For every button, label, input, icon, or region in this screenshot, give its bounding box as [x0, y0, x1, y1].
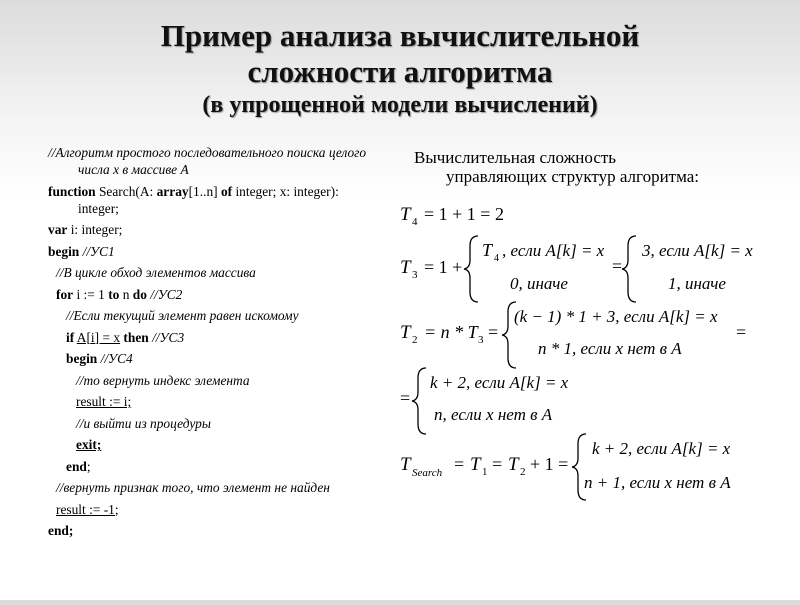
svg-text:Search: Search [412, 467, 443, 479]
svg-text:T: T [400, 322, 411, 343]
svg-text:n, если x нет в A: n, если x нет в A [434, 405, 553, 424]
code-comment-header: //Алгоритм простого последовательного поиска целого числа x в массиве A [48, 145, 367, 177]
code-function-signature: function Search(A: array[1..n] of integer; x: integer): integer; [48, 183, 339, 216]
svg-text:=: = [612, 256, 623, 276]
code-if-statement: if A[i] = x then //УС3 [66, 329, 185, 345]
svg-text:n + 1, если x нет в A: n + 1, если x нет в A [584, 473, 731, 492]
svg-text:T: T [470, 454, 481, 475]
svg-text:4: 4 [494, 253, 499, 264]
code-begin-us1: begin //УС1 [48, 243, 115, 259]
code-result-assign: result := i; [76, 394, 132, 409]
code-notfound-comment: //вернуть признак того, что элемент не найден [56, 480, 330, 495]
svg-text:=: = [488, 322, 499, 342]
code-inner-end: end; [66, 458, 91, 474]
code-return-comment: //то вернуть индекс элемента [76, 372, 250, 388]
svg-text:0, иначе: 0, иначе [510, 274, 568, 293]
code-exit-statement: exit; [76, 437, 102, 452]
svg-text:=: = [736, 322, 747, 342]
svg-text:= 1 +: = 1 + [424, 257, 463, 277]
complexity-heading-line-1: Вычислительная сложность [414, 148, 617, 167]
complexity-formulas [398, 190, 798, 600]
svg-text:T: T [508, 454, 519, 475]
code-result-negative: result := -1; [56, 501, 119, 517]
svg-text:= 1 + 1 = 2: = 1 + 1 = 2 [424, 204, 504, 224]
code-exit-comment: //и выйти из процедуры [76, 415, 211, 431]
svg-text:3, если A[k] = x: 3, если A[k] = x [642, 241, 753, 260]
formula-t3 [400, 236, 753, 302]
svg-text:T: T [400, 204, 411, 225]
formula-t4 [400, 204, 504, 228]
title-subtitle: (в упрощенной модели вычислений) [202, 92, 598, 118]
pascal-code-listing [48, 144, 378, 544]
svg-text:T: T [400, 454, 411, 475]
svg-text:2: 2 [412, 334, 418, 346]
t3-left-brace [464, 236, 478, 302]
formula-t2-result [400, 368, 569, 434]
code-begin-us4: begin //УС4 [66, 351, 133, 366]
svg-text:T: T [482, 240, 493, 260]
t3-result-brace [622, 236, 636, 302]
svg-text:k + 2, если A[k] = x: k + 2, если A[k] = x [430, 373, 569, 392]
svg-text:1: 1 [482, 466, 488, 478]
svg-text:3: 3 [478, 334, 484, 346]
code-for-loop: for i := 1 to n do //УС2 [56, 286, 183, 302]
complexity-heading [414, 148, 774, 186]
svg-text:=: = [454, 454, 465, 474]
svg-text:k + 2, если A[k] = x: k + 2, если A[k] = x [592, 439, 731, 458]
svg-text:4: 4 [412, 216, 418, 228]
formula-tsearch [400, 434, 731, 500]
svg-text:T: T [400, 257, 411, 278]
title-line-2: сложности алгоритма [247, 54, 553, 89]
complexity-heading-line-2: управляющих структур алгоритма: [446, 167, 699, 186]
svg-text:1, иначе: 1, иначе [668, 274, 726, 293]
svg-text:2: 2 [520, 466, 526, 478]
svg-text:(k − 1) * 1 + 3, если A[k] = x: (k − 1) * 1 + 3, если A[k] = x [514, 307, 718, 326]
svg-text:+ 1 =: + 1 = [530, 454, 569, 474]
code-final-end: end; [48, 523, 74, 538]
code-loop-comment: //В цикле обход элементов массива [56, 265, 256, 280]
formula-t2 [400, 302, 746, 368]
svg-text:=: = [492, 454, 503, 474]
code-compare-comment: //Если текущий элемент равен искомому [66, 308, 299, 323]
code-var-declaration: var i: integer; [48, 222, 123, 237]
t2-result-brace [412, 368, 426, 434]
svg-text:= n * T: = n * T [424, 322, 478, 342]
formulas-svg [398, 190, 798, 600]
svg-text:=: = [400, 388, 411, 408]
svg-text:3: 3 [412, 269, 418, 281]
svg-text:, если A[k] = x: , если A[k] = x [502, 241, 605, 260]
svg-text:n * 1, если x нет в A: n * 1, если x нет в A [538, 339, 682, 358]
title-line-1: Пример анализа вычислительной [160, 18, 640, 53]
slide-title [0, 18, 800, 120]
